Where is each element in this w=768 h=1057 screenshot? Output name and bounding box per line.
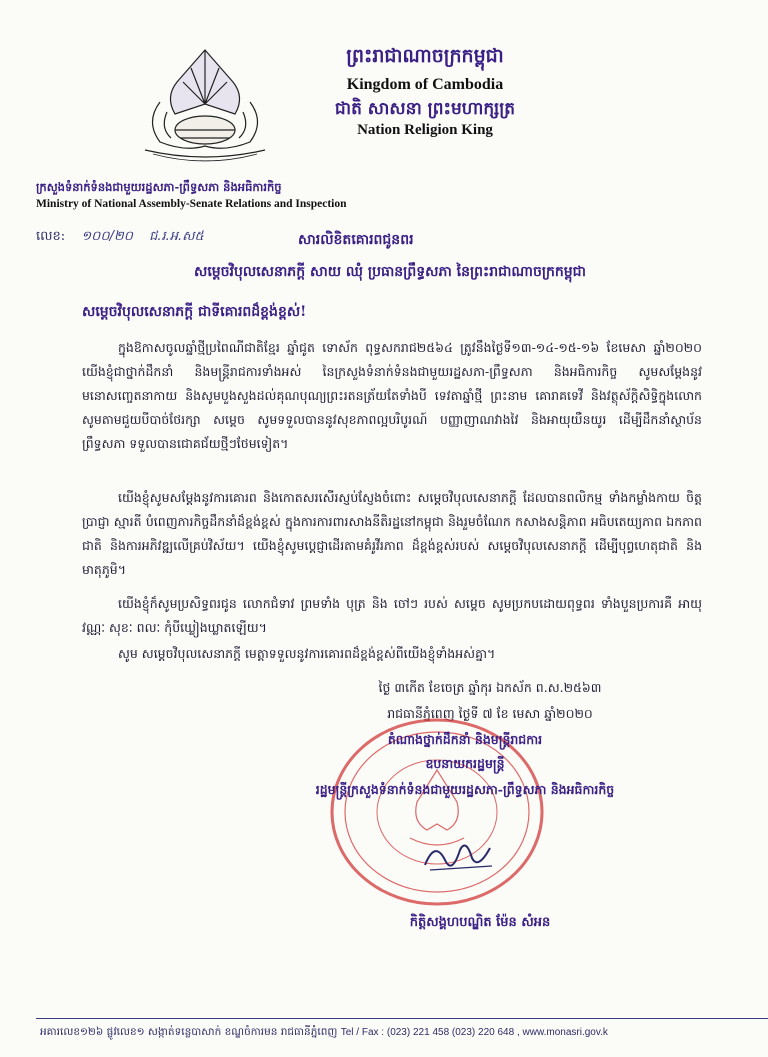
motto-en: Nation Religion King: [357, 122, 493, 138]
signature-line-3: រដ្ឋមន្ត្រីក្រសួងទំនាក់ទំនងជាមួយរដ្ឋសភា-ព្រឹទ្ធសភា និងអធិការកិច្ច: [315, 782, 615, 797]
salutation: សម្តេចវិបុលសេនាភក្តី ជាទីគោរពដ៏ខ្ពង់ខ្ពស់!: [82, 304, 307, 320]
paragraph-2: យើងខ្ញុំសូមសម្តែងនូវការគោរព និងកោតសរសើរស្ញប់ស្ញែងចំពោះ សម្តេចវិបុលសេនាភក្តី ដែលបានពលិកម្ម ទាំងកម្លាំងកាយ ចិត្ត ប្រាជ្ញា ស្មារតី បំពេញភារកិច្ចដឹកនាំដ៏ខ្ពង់ខ្ពស់ ក្នុងការការពារសាងនីតិរដ្ឋនៅកម្ពុជា និងរួមចំណែក កសាងសន្តិភាព អធិបតេយ្យភាព ឯកភាពជាតិ និងការអភិវឌ្ឍលើគ្រប់វិស័យ។ យើងខ្ញុំសូមប្តេជ្ញាដើរតាមគំរូវីរភាព ដ៏ខ្ពង់ខ្ពស់របស់ សម្តេចវិបុលសេនាភក្តី ដើម្បីបុព្វហេតុជាតិ និងមាតុភូមិ។: [82, 490, 702, 577]
reference-line: [36, 228, 204, 247]
signer-name: កិត្តិសង្គហបណ្ឌិត ម៉ែន សំអន: [409, 915, 551, 930]
motto-kh: ជាតិ សាសនា ព្រះមហាក្សត្រ: [334, 99, 516, 119]
signature-line-2: ឧបនាយករដ្ឋមន្ត្រី: [425, 756, 505, 771]
solar-date: រាជធានីភ្នំពេញ ថ្ងៃទី ៧ ខែ មេសា ឆ្នាំ២០២០: [387, 706, 593, 721]
svg-text:······: ······: [200, 158, 210, 164]
signature-line-1: តំណាងថ្នាក់ដឹកនាំ និងមន្ត្រីរាជការ: [387, 732, 543, 747]
footer-divider: [36, 1018, 768, 1019]
paragraph-4: សូម សម្តេចវិបុលសេនាភក្តី មេត្តាទទួលនូវការគោរពដ៏ខ្ពង់ខ្ពស់ពីយើងខ្ញុំទាំងអស់គ្នា។: [118, 646, 496, 661]
lunar-date: ថ្ងៃ ៣កើត ខែចេត្រ ឆ្នាំកុរ ឯកស័ក ព.ស.២៥៦៣: [378, 680, 602, 695]
paragraph-1: ក្នុងឱកាសចូលឆ្នាំថ្មីប្រពៃណីជាតិខ្មែរ ឆ្នាំជូត ទោស័ក ពុទ្ធសករាជ២៥៦៤ ត្រូវនឹងថ្ងៃទី១៣-១៤-១៥-១៦ ខែមេសា ឆ្នាំ២០២០ យើងខ្ញុំជាថ្នាក់ដឹកនាំ និងមន្ត្រីរាជការទាំងអស់ នៃក្រសួងទំនាក់ទំនងជាមួយរដ្ឋសភា-ព្រឹទ្ធសភា និងអធិការកិច្ច សូមសម្តែងនូវមនោសញ្ចេតនាកាយ និងសូមបួងសួងដល់គុណបុណ្យព្រះរតនត្រ័យតែទាំងបី ទេវតាឆ្នាំថ្មី ព្រះនាម គោរាគទេវី និងវត្ថុស័ក្តិសិទ្ធិក្នុងលោក សូមតាមជួយបីបាច់ថែរក្សា សម្តេច សូមទទួលបាននូវសុខភាពល្អបរិបូរណ៍ បញ្ញាញាណវាងវៃ និងអាយុយឺនយូរ ដើម្បីដឹកនាំស្ថាប័នព្រឹទ្ធសភា ទទួលបានជោគជ័យថ្មីៗថែមទៀត។: [82, 340, 702, 451]
ministry-name-kh: ក្រសួងទំនាក់ទំនងជាមួយរដ្ឋសភា-ព្រឹទ្ធសភា និងអធិការកិច្ច: [36, 180, 282, 194]
kingdom-title-en: Kingdom of Cambodia: [346, 76, 504, 93]
reference-code: ជ.រ.អ.ស៥: [149, 229, 204, 244]
handwritten-signature: [420, 830, 500, 880]
kingdom-title-kh: ព្រះរាជាណាចក្រកម្ពុជា: [346, 45, 504, 67]
reference-label: លេខ:: [36, 229, 66, 244]
royal-emblem-logo: [105, 42, 305, 168]
footer: [40, 1026, 608, 1041]
document-type: សារលិខិតគោរពជូនពរ: [298, 232, 414, 248]
addressee: សម្តេចវិបុលសេនាភក្តី សាយ ឈុំ ប្រធានព្រឹទ្ធសភា នៃព្រះរាជាណាចក្រកម្ពុជា: [194, 264, 586, 280]
footer-address: អគារលេខ១២៦ ផ្លូវលេខ១ សង្កាត់ទន្លេបាសាក់ ខណ្ឌចំការមន រាជធានីភ្នំពេញ: [40, 1026, 338, 1038]
paragraph-3: យើងខ្ញុំក៏សូមប្រសិទ្ធពរជូន លោកជំទាវ ព្រមទាំង បុត្រ និង ចៅៗ របស់ សម្តេច សូមប្រកបដោយពុទ្ធពរ ទាំងបួនប្រការគឺ អាយុ វណ្ណៈ សុខៈ ពលៈ កុំបីឃ្លៀងឃ្លាតឡើយ។: [82, 596, 702, 635]
reference-number: ១០០/២០: [81, 229, 133, 244]
ministry-name-en: Ministry of National Assembly-Senate Relations and Inspection: [36, 198, 347, 210]
footer-contact: Tel / Fax : (023) 221 458 (023) 220 648 , www.monasri.gov.k: [340, 1027, 608, 1038]
